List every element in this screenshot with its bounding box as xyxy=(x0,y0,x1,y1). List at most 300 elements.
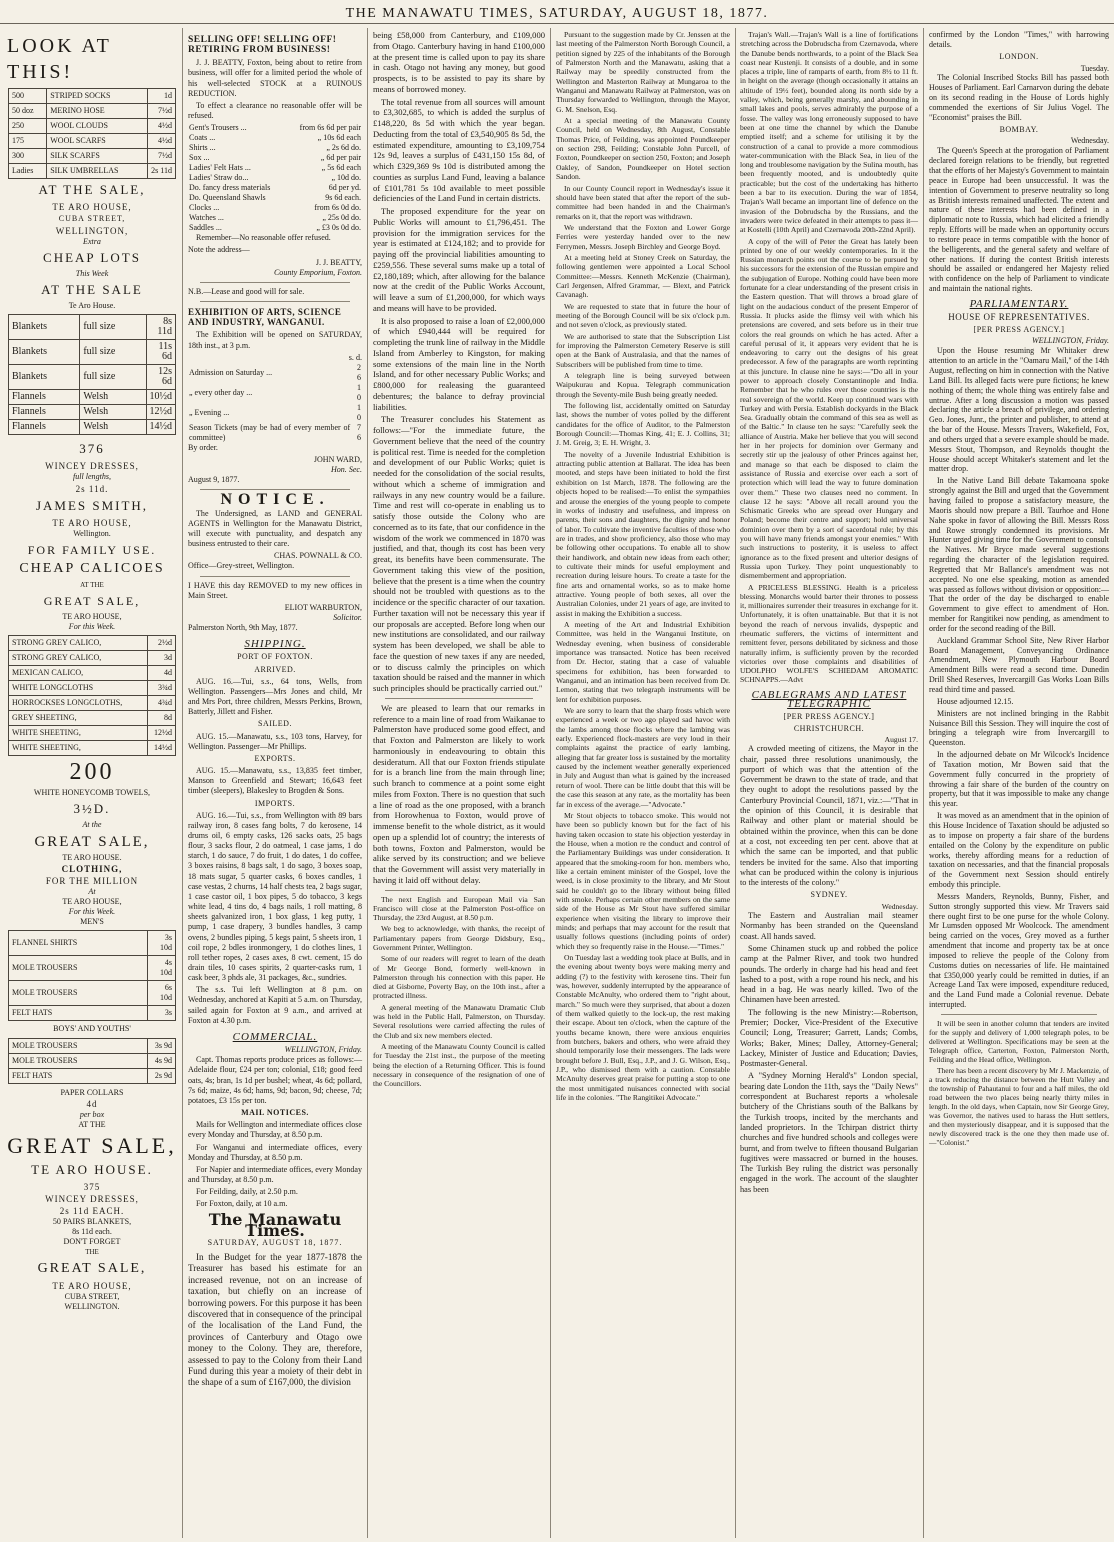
label: At the xyxy=(82,820,102,830)
article-text: The s.s. Tui left Wellington at 8 p.m. on Wednesday, anchored at Kapiti at 5 a.m. on Thursday, sailed again for Foxton at 9 a.m., and arrived at Foxton at 4.30 p.m. xyxy=(188,985,362,1025)
look-row xyxy=(9,134,176,149)
divider xyxy=(200,301,350,302)
article-text: We are sorry to learn that the sharp frosts which were experienced a week or two ago played sad havoc with the lambs among those flocks where the lambing was early. Experienced flock-masters are very loud in their complaints against the practice of early lambing, alleging that far greater loss is sustained by the mortality caused by the inclement weather generally experienced in July and August than what is gained by the increased return of wool. There can be little doubt that this will be the case this season at any rate, as the mortality has been far in excess of the average.—"Advocate." xyxy=(556,706,730,809)
article-text: The following list, accidentally omitted on Saturday last, shows the number of votes polled by the different candidates for the office of Auditor, to the Palmerston Borough Council:—Thomas King, 41; E. J. Collins, 31; J. M. Greig, 3; E. H. Wright, 3. xyxy=(556,401,730,448)
look-price: 7½d xyxy=(148,104,176,119)
mens-item: FLANNEL SHIRTS xyxy=(9,931,148,956)
price-item: Ladies' Straw do... xyxy=(189,173,249,183)
column-1-advertisements xyxy=(4,30,180,1538)
price-row xyxy=(188,193,362,203)
article-text: At a special meeting of the Manawatu County Council, held on Wednesday, 8th August, Constable Thomas Price, of Feilding, was appointed Poundkeeper on section 298, Feilding; Constable John Purcell, of Foxton, Poundkeeper on section 250, Foxton; and Joseph Oakley, of Sandon, Poundkeeper on Hotel section Sandon. xyxy=(556,116,731,182)
article-text: AUG. 15.—Manawatu, s.s., 13,835 feet timber, Manson to Greenfield and Stewart; 16,643 feet timber (sleepers), Blakesley to Brogden & Sons. xyxy=(188,766,362,796)
dateline: LONDON. xyxy=(999,51,1039,61)
look-item: SILK UMBRELLAS xyxy=(47,164,148,179)
label: AT THE xyxy=(78,1119,106,1129)
article-text: Mr Stout objects to tobacco smoke. This would not have been so publicly known but for the fact of his having taken occasion to state his objection yesterday in the House, when a motion re the conduct and control of the Parliamentary Buildings was under consideration. It appeared that the smoking-room for hon. members who, like a certain eminent minister of the Gospel, love the weed, is in close proximity to the library, and Mr Stout said he couldn't go to the library without being filled with smoke. Perhaps certain other members on the same side of the House as Mr Stout have suffered similar experience when visiting the library to improve their minds; and perhaps that may account for the result that usually follows questions (including points of order) which they so frequently raise in the House.—"Times." xyxy=(556,810,730,951)
price-row xyxy=(188,213,362,223)
blanket-size: full size xyxy=(80,315,146,340)
price: 4d xyxy=(86,1098,98,1109)
price-row xyxy=(188,183,362,193)
look-row xyxy=(9,89,176,104)
article-text: Mails for Wellington and intermediate offices close every Monday and Thursday, at 8.50 p.m. xyxy=(188,1120,362,1140)
price-item: Gent's Trousers ... xyxy=(189,123,247,133)
blanket-row xyxy=(9,390,176,405)
mens-item: MOLE TROUSERS xyxy=(9,981,148,1006)
price-item: Shirts ... xyxy=(189,143,216,153)
calico-item: WHITE SHEETING, xyxy=(9,726,148,741)
blanket-price: 11s 6d xyxy=(146,340,176,365)
price: 8s 11d each. xyxy=(72,1227,112,1237)
calico-item: HORROCKSES LONGCLOTHS, xyxy=(9,696,148,711)
heading: GREAT SALE, xyxy=(43,593,141,608)
article-text: confirmed by the London "Times," with harrowing details. xyxy=(929,30,1109,49)
subheading: PORT OF FOXTON. xyxy=(237,652,313,662)
heading: AT THE SALE xyxy=(41,282,143,298)
price-price: „ 2s 6d do. xyxy=(326,143,361,153)
blanket-size: Welsh xyxy=(80,405,146,420)
dateline: WELLINGTON, Friday. xyxy=(1032,336,1109,346)
label: TE ARO HOUSE. xyxy=(62,852,122,862)
subheading: [PER PRESS AGENCY.] xyxy=(973,324,1065,334)
signature: Hon. Sec. xyxy=(330,465,362,475)
label: Te Aro House. xyxy=(68,301,116,311)
article-text: Auckland Grammar School Site, New River Harbor Board Management, Conveyancing Ordinance Amendment, New Plymouth Harbour Board Amendment Bills were read a second time. Dunedin Drill Shed Reserves, Invercargill Gas Works Loan Bills read third time and passed. xyxy=(929,635,1109,694)
column-rule xyxy=(735,28,736,1538)
calico-row xyxy=(9,636,176,651)
advert-text: The Exhibition will be opened on SATURDAY, 18th inst., at 3 p.m. xyxy=(188,330,362,350)
article-text: We are requested to state that in future the hour of meeting of the Borough Council will be six o'clock p.m. and not seven o'clock, as previously stated. xyxy=(556,301,730,330)
price-row xyxy=(188,133,362,143)
advert-text: N.B.—Lease and good will for sale. xyxy=(188,286,305,296)
article-text: AUG. 16.—Tui, s.s., 64 tons, Wells, from Wellington. Passengers—Mrs Jones and child, Mr and Mrs Port, three children, Messrs Perkins, Brown, Batterly, Jillett and Fisher. xyxy=(188,676,362,717)
look-row xyxy=(9,119,176,134)
blanket-row xyxy=(9,340,176,365)
admission-row xyxy=(188,403,362,423)
blanket-price: 10½d xyxy=(146,390,176,405)
section-heading: SHIPPING. xyxy=(244,638,306,651)
signature: JOHN WARD, xyxy=(313,454,362,464)
address: CUBA STREET, xyxy=(64,1291,120,1301)
admission-price: 2 6 xyxy=(357,362,361,382)
article-text: It was moved as an amendment that in the opinion of this House Incidence of Taxation should be adjusted so as to impose on property a fair share of the burdens entailed on the Colony by the expenditure on public works, thereby affording means for a reduction of taxation on necessaries, and that the financial proposals of the Government next Session should entirely embody this principle. xyxy=(929,811,1109,890)
calico-row xyxy=(9,726,176,741)
admission-item: Admission on Saturday ... xyxy=(189,367,273,377)
heading: WINCEY DRESSES, xyxy=(45,461,139,472)
blanket-price: 8s 11d xyxy=(146,315,176,340)
blankets-table xyxy=(8,314,176,435)
mens-price: 6s 10d xyxy=(148,981,176,1006)
dateline: SYDNEY. xyxy=(810,890,848,900)
label: full lengths, xyxy=(73,472,111,482)
calico-table xyxy=(8,635,176,756)
look-price: 4½d xyxy=(148,119,176,134)
column-rule xyxy=(550,28,551,1538)
advert-heading: EXHIBITION OF ARTS, SCIENCE AND INDUSTRY, WANGANUI. xyxy=(188,307,342,328)
article-text: Some Chinamen stuck up and robbed the police camp at the Palmer River, and took two hundred pounds. The orderly in charge had his head and feet lashed to a post, with a rope round his neck, and his head in a bag. He was nearly killed. Two of the Chinamen have been arrested. xyxy=(740,943,918,1005)
date: August 9, 1877. xyxy=(188,475,240,485)
calico-price: 14½d xyxy=(148,741,176,756)
boys-item: MOLE TROUSERS xyxy=(9,1053,148,1068)
subheading: IMPORTS. xyxy=(254,798,296,808)
dateline: Wednesday. xyxy=(881,901,918,911)
column-3 xyxy=(370,30,548,1538)
look-item: SILK SCARFS xyxy=(47,149,148,164)
column-rule xyxy=(923,28,924,1538)
label: At xyxy=(88,886,96,896)
divider xyxy=(200,489,350,490)
look-item: MERINO HOSE xyxy=(47,104,148,119)
blanket-row xyxy=(9,420,176,435)
blanket-price: 12½d xyxy=(146,405,176,420)
admission-price: 1 0 xyxy=(357,402,361,422)
price-item: Do. fancy dress materials xyxy=(189,183,271,193)
dateline: August 17. xyxy=(884,734,918,744)
divider xyxy=(385,698,533,699)
article-text: AUG. 15.—Manawatu, s.s., 103 tons, Harvey, for Wellington. Passenger—Mr Phillips. xyxy=(188,731,362,751)
address: WELLINGTON, xyxy=(55,226,129,236)
calico-item: MEXICAN CALICO, xyxy=(9,666,148,681)
article-text: There has been a recent discovery by Mr J. Mackenzie, of a track reducing the distance between the Hutt Valley and the township of Pahautanui to four and a half miles, the old road between the two places being nearly thirty miles in length. In the old days, when Captain, now Sir George Grey, was Governor, the natives used to harass the Hutt settlers, and then mysteriously disappear, and it is supposed that the newly discovered track is the one they then made use of.—"Colonist." xyxy=(929,1066,1109,1147)
heading: CHEAP LOTS xyxy=(43,250,141,266)
look-row xyxy=(9,104,176,119)
calico-item: GREY SHEETING, xyxy=(9,711,148,726)
heading: JAMES SMITH, xyxy=(35,497,149,513)
calico-price: 2½d xyxy=(148,636,176,651)
article-text: A meeting of the Manawatu County Council is called for Tuesday the 21st inst., the purpose of the meeting being the election of a Returning Officer. This is found necessary in consequence of the resignation of one of the Councillors. xyxy=(373,1041,545,1089)
admission-row xyxy=(188,363,362,383)
admission-item: Season Tickets (may be had of every member of committee) xyxy=(189,422,351,442)
look-qty: Ladies xyxy=(9,164,47,179)
calico-row xyxy=(9,681,176,696)
look-price: 4½d xyxy=(148,134,176,149)
look-qty: 500 xyxy=(9,89,47,104)
heading: GREAT SALE, xyxy=(34,833,150,850)
price-price: „ 25s 0d do. xyxy=(322,213,361,223)
column-rule xyxy=(182,28,183,1538)
heading: 375 xyxy=(83,1181,101,1192)
look-qty: 175 xyxy=(9,134,47,149)
label: AT THE xyxy=(80,580,104,589)
column-2 xyxy=(185,30,365,1538)
look-item: WOOL SCARFS xyxy=(47,134,148,149)
admission-row xyxy=(188,423,362,443)
look-price: 1d xyxy=(148,89,176,104)
blanket-row xyxy=(9,405,176,420)
heading: TE ARO HOUSE, xyxy=(52,517,132,528)
article-text: being £58,000 from Canterbury, and £109,000 from Otago. Canterbury having in hand £100,000 at the present time is called upon to pay its share in cash. Otago not having any money, but good prospects, is to be assisted to pay its share by means of borrowed money. xyxy=(373,30,545,94)
price-item: Saddles ... xyxy=(189,223,222,233)
article-text: For Foxton, daily, at 10 a.m. xyxy=(196,1199,288,1209)
heading: PAPER COLLARS xyxy=(60,1087,124,1097)
signature: ELIOT WARBURTON, xyxy=(284,602,362,612)
mens-table xyxy=(8,930,176,1021)
dateline: Tuesday. xyxy=(1080,63,1109,73)
article-text: For Feilding, daily, at 2.50 p.m. xyxy=(196,1187,298,1197)
advert-text: Remember—No reasonable offer refused. xyxy=(196,233,331,243)
price-row xyxy=(188,163,362,173)
divider xyxy=(385,890,533,891)
price-row xyxy=(188,203,362,213)
heading: CHEAP CALICOES xyxy=(19,560,165,576)
look-row xyxy=(9,164,176,179)
heading: FOR FAMILY USE. xyxy=(27,542,157,557)
article-text: The Colonial Inscribed Stocks Bill has passed both Houses of Parliament. Earl Carnarvon during the debate on its second reading in the House of Lords highly commended the exertions of Sir Julius Vogel. The "Economist" praises the Bill. xyxy=(929,73,1109,122)
calico-price: 12½d xyxy=(148,726,176,741)
heading: GREAT SALE, xyxy=(7,1132,177,1158)
admission-list xyxy=(188,363,362,443)
price-item: Watches ... xyxy=(189,213,224,223)
advert-text: Office—Grey-street, Wellington. xyxy=(188,561,295,571)
signature: CHAS. POWNALL & CO. xyxy=(274,551,362,561)
label: For this Week. xyxy=(68,622,116,632)
mens-price: 3s 10d xyxy=(148,931,176,956)
price-item: Coats ... xyxy=(189,133,216,143)
calico-item: STRONG GREY CALICO, xyxy=(9,636,148,651)
price-list xyxy=(188,123,362,233)
look-table xyxy=(8,88,176,179)
advert-text: The Undersigned, as LAND and GENERAL AGENTS in Wellington for the Manawatu District, will execute with punctuality, and despatch any business entrusted to their care. xyxy=(188,508,362,549)
price-price: 9s 6d each. xyxy=(325,193,361,203)
article-text: A PRICELESS BLESSING. Health is a priceless blessing. Monarchs would barter their thrones to possess it, millionaires surrender their treasures in exchange for it. Unfortunately, it is often unattainable. But that it is not beyond the reach of nervous invalids, dyspeptic and rheumatic sufferers, the victims of intermittent and remittent fever, persons debilitated by sickness and those naturally infirm, is sufficiently proven by the recorded victories over those complaints and disabilities of UDOLPHO WOLFE'S SCHIEDAM AROMATIC SCHNAPPS.—Advt xyxy=(740,582,918,685)
advert-text: By order. xyxy=(188,442,218,452)
column-rule xyxy=(367,28,368,1538)
label: For this Week. xyxy=(68,907,116,917)
mens-price: 4s 10d xyxy=(148,956,176,981)
signature: J. J. BEATTY, xyxy=(315,257,362,267)
article-text: For Wanganui and intermediate offices, every Monday and Thursday, at 8.50 p.m. xyxy=(188,1142,362,1162)
article-text: Trajan's Wall.—Trajan's Wall is a line of fortifications stretching across the Dobrudscha from Czernavoda, where the Danube bends northwards, to a point of the Black Sea coast near Kustenji. It consists of a double, and in some places a triple, line of ramparts of earth, from 8½ to 11 ft. in height on the average (though occasionally it attains an altitude of 19½ feet), bounded along its north side by a valley, which, being generally marshy, and abounding in small lakes and pools, serves admirably the purpose of a fosse. The valley was long erroneously supposed to have been at one time the channel by which the Danube emptied itself; and a scheme for utilising it by the construction of a canal to provide a more commodious water-communication with the Black Sea, in lieu of the long and troublesome navigation by the Sulina mouth, has been frequently mooted, and is undoubtedly quite practicable; but the cost of the undertaking has hitherto been a bar to its execution. During the war of 1854, Trajan's Wall became an important line of defence on the invasion of the Dobrudscha by the Russians, and the invaders were twice defeated in their attempts to pass it—at Kostelli (10th April) and Czernavoda 20th-22nd April). xyxy=(740,30,918,235)
price: 2s 11d EACH. xyxy=(59,1205,125,1216)
price-row xyxy=(188,173,362,183)
signature: Solicitor. xyxy=(333,613,362,622)
article-text: A "Sydney Morning Herald's" London special, bearing date London the 11th, says the "Daily News" correspondent at Bucharest reports a wholesale butchery of the Christians south of the Balkans by the Turkish troops, incited by the merchants and landed proprietors. In the Tchirpan district thirty churches and five hundred schools and colleges were burnt, and from twelve to fifteen thousand Bulgarian fugitives were massacred or burned in the houses. The Turkish Bey ruling the district was personally engaged in the work. The account of the slaughter has been xyxy=(740,1071,918,1194)
heading: MEN'S xyxy=(80,917,104,927)
article-text: In the Native Land Bill debate Takamoana spoke strongly against the Bill and urged that the Government having failed to propose a satisfactory measure, the Maoris should now prepare a Bill. Taurhoe and Hone Nahe spoke in favor of allowing the Bill. Messrs Ross and Rowe strongly condemned its provisions. Mr Hunter urged giving time for the Government to consult the Natives. Mr Bryce made several suggestions regarding the character of the legislation required. Regretted that Mr Ballance's amendment was not accepted. No one else speaking, motion as amended was passed as follows without division or opposition:—That the order of the day be discharged to enable Government to give effect to amendment of Hon. member for Rangitikei now pending, as amendment to order for the second reading of the Bill. xyxy=(929,476,1109,633)
price-row xyxy=(188,153,362,163)
blanket-item: Flannels xyxy=(9,420,80,435)
blanket-item: Blankets xyxy=(9,340,80,365)
blanket-size: Welsh xyxy=(80,390,146,405)
masthead: THE MANAWATU TIMES, SATURDAY, AUGUST 18, 1877. xyxy=(0,0,1114,24)
label: Extra xyxy=(83,237,101,246)
mens-row xyxy=(9,1006,176,1021)
label: This Week xyxy=(75,269,109,279)
mens-row xyxy=(9,981,176,1006)
admission-item: „ every other day ... xyxy=(189,387,253,397)
heading: TE ARO HOUSE. xyxy=(31,1161,153,1177)
divider xyxy=(200,576,350,577)
blanket-price: 14½d xyxy=(146,420,176,435)
article-text: A copy of the will of Peter the Great has lately been printed by one of our weekly contemporaries. In it the Russian monarch points out the course to be pursued by his successors for the extension of the Russian empire and the subjugation of Europe. Nothing could have been more fortunate for a clear understanding of the present crisis in the Eastern question. That will throws a broad glare of light on the audacious conduct of the present Emperor of Russia. It plucks aside the flimsy veil with which his pretensions are covered, and sets before us in their true colors the real grounds on which he has acted. After a careful perusal of it, it appears very evident that he is endeavoring to carry out the designs of his great predecessor. A few of the paragraphs are worth reprinting at this juncture. In clause nine he says:—"Do all in your power to approach closely Constantinople and India. Remember that he who rules over those countries is the real sovereign of the world. Keep up continued wars with Turkey and with Persia. Establish dockyards in the Black Sea. Gradually obtain the command of this sea as well as of the Baltic." In clause ten he says: "Carefully seek the alliance of Austria. Make her believe that you will second her in her projects for dominion over Germany and secretly stir up the jealousy of other Princes against her, and manage so that each be disposed to claim the assistance of Russia and exercise over each a sort of protection which will lead the way to future domination over them." These two clauses need no comment. In clause 12 he says: "Above all recall around you the Schismatic Greeks who are spread over Hungary and Poland; become their centre and support; hold universal dominion over them by a sort of sacerdotal rule; by this you will have many friends amongst your enemies." With such instructions to posterity, it is useless to affect ignorance as to the fixed present and ulterior designs of Russia upon Turkey. They point unquestionably to dismemberment and appropriation. xyxy=(740,236,918,581)
blanket-item: Blankets xyxy=(9,315,80,340)
heading: WINCEY DRESSES, xyxy=(45,1193,139,1204)
price-item: Sox ... xyxy=(189,153,210,163)
price-row xyxy=(188,143,362,153)
article-text: In the Budget for the year 1877-1878 the Treasurer has based his estimate for an increased revenue, not on an increase of taxation, but chiefly on an increase of borrowing powers. For this purpose it has been discovered that in consequence of the principal of the localisation of the Land Fund, the provinces of Canterbury and Otago owe money to the Colony. They are, therefore, assessed to pay to the Colony from their Land Fund during this year a moiety of their debt in the shape of a sum of £167,000, the division xyxy=(188,1251,362,1388)
advert-heading: SELLING OFF! SELLING OFF! RETIRING FROM BUSINESS! xyxy=(188,35,337,56)
admission-item: „ Evening ... xyxy=(189,407,230,417)
look-price: 2s 11d xyxy=(148,164,176,179)
article-text: Upon the House resuming Mr Whitaker drew attention to an article in the "Oamaru Mail," of the 14th August, reflecting on him in connection with the Native Land Bill. Its alleged facts were pure fictions; he knew nothing of them; the whole thing was entirely false and untrue. After a long discussion a motion was passed declaring the article a breach of privilege, and ordering Geo. Jones, Junr., the printer and publisher, to attend at the bar of the House. Messrs Travers, Wakefield, Fox, and others urged that a severe example should be made. Messrs Stout, Thompson, and Reynolds thought the House should accept Whitaker's statement and let the matter drop. xyxy=(929,346,1109,474)
boys-table xyxy=(8,1038,176,1084)
dateline: CHRISTCHURCH. xyxy=(793,723,865,733)
article-text: Some of our readers will regret to learn of the death of Mr George Bond, formerly well-known in Palmerston through his connection with this paper. He died at Gisborne, Poverty Bay, on the 10th inst., after a protracted illness. xyxy=(373,954,545,1001)
blanket-size: full size xyxy=(80,340,146,365)
boys-row xyxy=(9,1038,176,1053)
price-price: 6d per yd. xyxy=(328,183,361,193)
article-text: We beg to acknowledge, with thanks, the receipt of Parliamentary papers from George Didsbury, Esq., Government Printer, Wellington. xyxy=(373,924,545,952)
article-text: It will be seen in another column that tenders are invited for the supply and delivery of 1,000 telegraph poles, to be delivered at Wellington. Specifications may be seen at the Telegraph office, Carterton, Foxton, Palmerston North, Feilding and the Head office, Wellington. xyxy=(929,1019,1109,1064)
advert-text: J. J. BEATTY, Foxton, being about to retire from business, will offer for a limited period the whole of his well-selected STOCK at a RUINOUS REDUCTION. xyxy=(188,58,362,98)
advert-text: I HAVE this day REMOVED to my new offices in Main Street. xyxy=(188,580,362,600)
article-text: We are pleased to learn that our remarks in reference to a main line of road from Waikanae to Palmerston have produced some good effect, and that Foxton and Palmerston are likely to work harmoniously in endeavouring to obtain this desideratum. All that our Foxton friends stipulate for is a branch line from the main through line; such branch to commence at a point some eight miles from Foxton. There is no question that such a line of road as the one proposed, with a branch from Horowhenua to Foxton, would prove of immense benefit to the whole district, as it would open up a splendid lot of country; the interests of both towns, Foxton and Palmerston, would be alike served by its construction; and we believe that the Government will assist very materially in having it laid off without delay. xyxy=(373,702,545,885)
subheading: [PER PRESS AGENCY.] xyxy=(783,712,875,722)
dateline: SATURDAY, AUGUST 18, 1877. xyxy=(207,1237,343,1247)
subheading: SAILED. xyxy=(258,719,292,729)
mens-row xyxy=(9,931,176,956)
calico-price: 3¾d xyxy=(148,681,176,696)
signature: County Emporium, Foxton. xyxy=(273,267,362,277)
newspaper-title: The Manawatu Times. xyxy=(208,1210,342,1240)
article-text: The total revenue from all sources will amount to £3,302,685, to which is added the surplus of £148,220, 8s 5d with which the year began. Deducting from the total of £3,540,905 8s 5d, the estimated expenditure, amounting to £3,109,754 12s 9d, leaves a surplus of £431,150 15s 8d, of which £329,369 9s 10d is distributed among the counties as surplus Land Fund, leaving a balance of £101,781 5s 10d available to meet possible deficiencies of the Land Fund in certain districts. xyxy=(373,96,545,204)
heading: TE ARO HOUSE, xyxy=(52,1280,132,1291)
article-text: The proposed expenditure for the year on Public Works will amount to £1,796,451. The provision for the immigration services for the year is estimated at £124,182; and to provide for paying off the provincial liabilities amounting to £259,556. These several sums make up a total of £2,180,189; which, after allowing for the balance now at the credit of the Public Works Account, will leave a sum of £1,200,000, for which ways and means will have to be provided. xyxy=(373,206,545,313)
admission-price: 1 0 xyxy=(357,382,361,402)
article-text: Ministers are not inclined bringing in the Rabbit Nuisance Bill this Session. They will inquire the cost of bringing a telegraph wire from Invercargill to Queenston. xyxy=(929,708,1109,748)
article-text: Messrs Manders, Reynolds, Bunny, Fisher, and Sutton strongly supported this view. Mr Travers said there ought first to be one purse for the whole Colony. Mr Lumsden opposed Mr Woolcock. The amendment being carried on the voces, Grey moved as a further amendment that income and property tax be at once imposed to relieve the people of the Colony from Customs duties on necessaries of life. He maintained that £350,000 yearly could be remitted in duties, if an Acreage Land Tax were imposed, expenditure reduced, and the Land Fund made a Colonial revenue. Debate interrupted. xyxy=(929,891,1109,1010)
heading: 376 xyxy=(79,441,105,457)
boys-price: 3s 9d xyxy=(148,1038,176,1053)
heading: DON'T FORGET xyxy=(63,1237,121,1247)
article-text: A meeting of the Art and Industrial Exhibition Committee, was held in the Wanganui Institute, on Wednesday evening, when business of considerable importance was transacted. Notice has been received from Dr. Hector, stating that a case of valuable specimens for exhibition, has been forwarded to Wanganui, and an intimation has been received from Dr. Lemon, stating that two telegraph instruments will be lent for exhibition purposes. xyxy=(556,619,730,704)
column-6 xyxy=(926,30,1112,1538)
look-at-this-heading: LOOK AT THIS! xyxy=(7,35,112,83)
article-text: The Treasurer concludes his Statement as follows:—"For the immediate future, the Government believe that the need of the country is political rest. Time is needed for the completion and development of our Public Works; quiet is needed for the consolidation of the social results, without which a scheme of immigration and railways in any new country would be a failure. Time and rest will co-operate in enabling us to satisfy those outside the Colony who are concerned as to its fate, that our confidence in the wisdom of the work we commenced in 1870 was justified, and that, though its cost has been very great, its benefits have been commensurate. The Government taking this view of the position, believe that the present is a time when the country should not be troubled with questions as to the incidence or the specific character of our taxation. Further taxation will not be necessary this year if our proposals are accepted. Before long when our new institutions are consolidated, and our railway system has been developed, we shall be able to face the question of new taxes if any are needed, or to discuss calmly the principles on which taxation should be raised and the manner in which such principles should be practically carried out." xyxy=(373,414,545,693)
price-price: „ 5s 6d each xyxy=(321,163,361,173)
divider xyxy=(200,282,350,283)
look-item: WOOL CLOUDS xyxy=(47,119,148,134)
blanket-item: Flannels xyxy=(9,405,80,420)
article-text: A crowded meeting of citizens, the Mayor in the chair, passed three resolutions unanimously, the purport of which was that the attention of the Government be drawn to the state of trade, and that they ought to adopt the resolutions passed by the Canterbury Provincial Council, 1871, viz.:—"That in the opinion of this Council, it is desirable that Railway and other plant or material should be obtained within the province, when this can be done at a cost, not exceeding ten per cent. above that at which the same can be imported, and that public tenders be invited for the same. Also that importing what can be produced within the colony is injurious to the interests of the colony." xyxy=(740,744,918,888)
label: per box xyxy=(79,1109,105,1119)
mens-row xyxy=(9,956,176,981)
blanket-size: Welsh xyxy=(80,420,146,435)
heading: AT THE SALE, xyxy=(38,182,146,197)
mens-item: FELT HATS xyxy=(9,1006,148,1021)
calico-row xyxy=(9,741,176,756)
dateline: Wednesday. xyxy=(1070,136,1109,146)
heading: WHITE HONEYCOMB TOWELS, xyxy=(33,788,151,798)
look-qty: 50 doz xyxy=(9,104,47,119)
article-text: A general meeting of the Manawatu Dramatic Club was held in the Public Hall, Palmerston, on Thursday. Several resolutions were carried affecting the rules of the Club and six new members elected. xyxy=(373,1002,545,1040)
label: THE xyxy=(85,1248,99,1257)
calico-item: WHITE LONGCLOTHS xyxy=(9,681,148,696)
subheading: EXPORTS. xyxy=(254,753,296,763)
price-price: „ 6d per pair xyxy=(320,153,361,163)
column-4 xyxy=(553,30,733,1538)
heading: BOYS' AND YOUTHS' xyxy=(53,1024,131,1034)
admission-price: 7 6 xyxy=(357,422,361,442)
address: CUBA STREET, xyxy=(58,214,126,223)
admission-row xyxy=(188,383,362,403)
boys-price: 4s 9d xyxy=(148,1053,176,1068)
blanket-row xyxy=(9,365,176,390)
price-item: Clocks ... xyxy=(189,203,220,213)
price-price: from 6s 6d per pair xyxy=(299,123,361,133)
date: Palmerston North, 9th May, 1877. xyxy=(188,623,298,633)
boys-row xyxy=(9,1053,176,1068)
calico-item: STRONG GREY CALICO, xyxy=(9,651,148,666)
subheading: MAIL NOTICES. xyxy=(241,1108,309,1118)
boys-item: FELT HATS xyxy=(9,1068,148,1083)
article-text: The novelty of a Juvenile Industrial Exhibition is attracting public attention at Ballarat. The idea has been mooted, and steps have been initiated to hold the first exhibition on 1st March, 1878. The following are the objects hoped to be realised:—To enlist the sympathies and arouse the energies of the young people to compete in works of industry and usefulness, and impress on parents, their sons and daughters, the dignity and honor of labor. To cultivate the inventive faculties of those who are in trades, and show proficiency, also those who may be following other occupations. To enable all to show their handiwork, and obtain new ideas from each other; to cultivate their minds for useful employment and recreation during leisure hours. To create a taste for the fine arts and ornamental works, so as to make home attractive. Young people of both sexes, all over the Australian Colonies, under 21 years of age, are invited to assist in making the Exhibition a success. xyxy=(556,449,730,618)
heading: 50 PAIRS BLANKETS, xyxy=(52,1216,132,1226)
calico-price: 8d xyxy=(148,711,176,726)
heading: TE ARO HOUSE, xyxy=(52,202,132,212)
article-text: The next English and European Mail via San Francisco will close at the Palmerston Post-office on Thursday, the 23rd August, at 8.50 p.m. xyxy=(373,894,545,923)
calico-row xyxy=(9,651,176,666)
mens-price: 3s xyxy=(148,1006,176,1021)
price-price: „ 10d do. xyxy=(331,173,361,183)
blanket-price: 12s 6d xyxy=(146,365,176,390)
look-qty: 250 xyxy=(9,119,47,134)
boys-row xyxy=(9,1068,176,1083)
blanket-size: full size xyxy=(80,365,146,390)
dateline: WELLINGTON, Friday. xyxy=(284,1045,362,1055)
dateline: BOMBAY. xyxy=(999,124,1039,134)
price: 2s 11d. xyxy=(75,483,109,494)
calico-row xyxy=(9,696,176,711)
address: WELLINGTON. xyxy=(64,1301,120,1311)
article-text: It is also proposed to raise a loan of £2,000,000 of which £940,444 will be required for completing the trunk line of railway in the Middle Island from Amberley to Kingston, for making some extensions of the main line in the North Island, and for other necessary Public Works; and £800,000 for realeasing the guaranteed debentures; the balance to defray provincial liabilities. xyxy=(373,315,545,412)
price-item: Ladies' Felt Hats ... xyxy=(189,163,251,173)
blanket-item: Flannels xyxy=(9,390,80,405)
article-text: On Tuesday last a wedding took place at Bulls, and in the evening about twenty boys were making merry and adding (?) to the festivity with kerosene tins. Their fun was, however, suddenly interrupted by the appearance of Constable McAnulty, who ordered them to "right about, march." So much were they surprised, that about a dozen of them walked quietly to the lock-up, the rest making their escape. About ten o'clock, when the capture of the youths became known, there were anxious enquiries from butchers, bakers and others, who were afraid they should temporarily lose their messengers. The lads were brought before J. Bull, Esq., J.P., and J. G. Wilson, Esq., J.P., who dismissed them with a caution. Constable McAnulty deserves great praise for putting a stop to one the most unmitigated nuisances connected with social life in the colonies. "The Rangitikei Advocate." xyxy=(556,953,730,1103)
article-text: The following is the new Ministry:—Robertson, Premier; Docker, Vice-President of the Executive Council; Long, Treasurer; Garrett, Lands; Combs, Works; Baker, Mines; Dalley, Attorney-General; Lackey, Minister of Justice and Education; Davies, Postmaster-General. xyxy=(740,1007,918,1069)
label: s. d. xyxy=(348,352,362,362)
article-text: The Queen's Speech at the prorogation of Parliament declared foreign relations to be friendly, but regretted that the efforts of her Majesty's Government to maintain peace in Europe had been unsuccessful. It was the intention of Government to preserve neutrality so long as British interests remained unaffected. The extent and nature of these interests had been defined in a diplomatic note to Russia, which had elicited a friendly reply. Efforts will be made when an opportunity occurs to restore peace in terms compatible with the honor of the belligerents, and the general safety and welfare of other nations. If during the contest British interests should be assailed or endangered her Majesty relied with confidence on the help of Parliament to vindicate and maintain the national rights. xyxy=(929,146,1109,294)
article-text: We are authorised to state that the Subscription List for improving the Palmerston Cemetery Reserve is still open at the Bank of Australasia, and that the names of Subscribers will be published from time to time. xyxy=(556,331,730,369)
price-price: „ £3 0s 0d do. xyxy=(316,223,361,233)
article-text: The Eastern and Australian mail steamer Normanby has been stranded on the Queensland coast. All hands saved. xyxy=(740,911,918,941)
look-item: STRIPED SOCKS xyxy=(47,89,148,104)
article-text: AUG. 16.—Tui, s.s., from Wellington with 89 bars railway iron, 8 cases fang bolts, 7 do kerosene, 14 drums oil, 6 empty casks, 126 sacks oats, 25 bags flour, 3 sacks flour, 2 do oatmeal, 1 case jams, 1 do starch, 1 do sauce, 7 do fruit, 1 do dates, 1 do coffee, 3 boxes raisins, 8 bags salt, 1 do sago, 3 boxes soap, 18 mats sugar, 5 quarter casks, 6 boxes candles, 1 case vestas, 2 churns, 14 half chests tea, 2 bags sugar, 1 case castor oil, 1 box pipes, 5 do tobacco, 3 kegs white lead, 4 tins do, 4 bags nails, 1 roll matting, 8 sheets galvanized iron, 1 box glass, 1 keg putty, 1 pump, 1 case drapery, 3 bundles handles, 3 camp ovens, 2 bundles piping, 5 kegs paint, 5 sheets iron, 1 coil rope, 2 bdles ironmongery, 1 do clothes lines, 1 roll tether ropes, 2 cases axes, 8 cwt. cement, 15 do drain tiles, 10 cases spirits, 2 quarter-casks rum, 1 cask beer, 3 phds ale, 31 packages, &c., sundries. xyxy=(188,810,362,983)
article-text: Capt. Thomas reports produce prices as follows:—Adelaide flour, £24 per ton; colonial, £18; good feed oats, 4s; bran, 1s 1d per bushel; wheat, 4s 6d; pollard, 7s 6d; maize, 4s 6d; hams, 9d; bacon, 9d; cheese, 7d; potatoes, £3 15s per ton. xyxy=(188,1055,362,1105)
divider xyxy=(941,1014,1097,1015)
price-row xyxy=(188,223,362,233)
calico-price: 3d xyxy=(148,651,176,666)
article-text: Pursuant to the suggestion made by Cr. Jenssen at the last meeting of the Palmerston North Borough Council, a petition signed by 225 of the inhabitants of the Borough of Palmerston North and the Manawatu, asking that a Railway may be speedily constructed from the Wellington and Masterton Railway at Mungaroa to the Wanganui and Manawatu Railway at Palmerston, was on Thursday forwarded to Wellington, through the Mayor, G. M. Snelson, Esq. xyxy=(556,30,730,114)
price-price: from 6s 0d do. xyxy=(314,203,361,213)
calico-price: 4¾d xyxy=(148,696,176,711)
advert-text: Note the address— xyxy=(188,245,250,255)
calico-item: WHITE SHEETING, xyxy=(9,741,148,756)
price: 3½D. xyxy=(73,801,111,817)
calico-price: 4d xyxy=(148,666,176,681)
calico-row xyxy=(9,711,176,726)
price-row xyxy=(188,123,362,133)
column-5 xyxy=(737,30,921,1538)
label: Wellington. xyxy=(73,528,111,538)
advert-heading: NOTICE. xyxy=(220,491,330,509)
blanket-item: Blankets xyxy=(9,365,80,390)
calico-row xyxy=(9,666,176,681)
boys-item: MOLE TROUSERS xyxy=(9,1038,148,1053)
subheading: ARRIVED. xyxy=(254,664,296,674)
label: TE ARO HOUSE, xyxy=(62,611,122,621)
price-item: Do. Queensland Shawls xyxy=(189,193,266,203)
article-text: In our County Council report in Wednesday's issue it should have been stated that after the report of the sub-committee had been handed in and the Chairman's remarks on it, that the report was withdrawn. xyxy=(556,183,730,221)
